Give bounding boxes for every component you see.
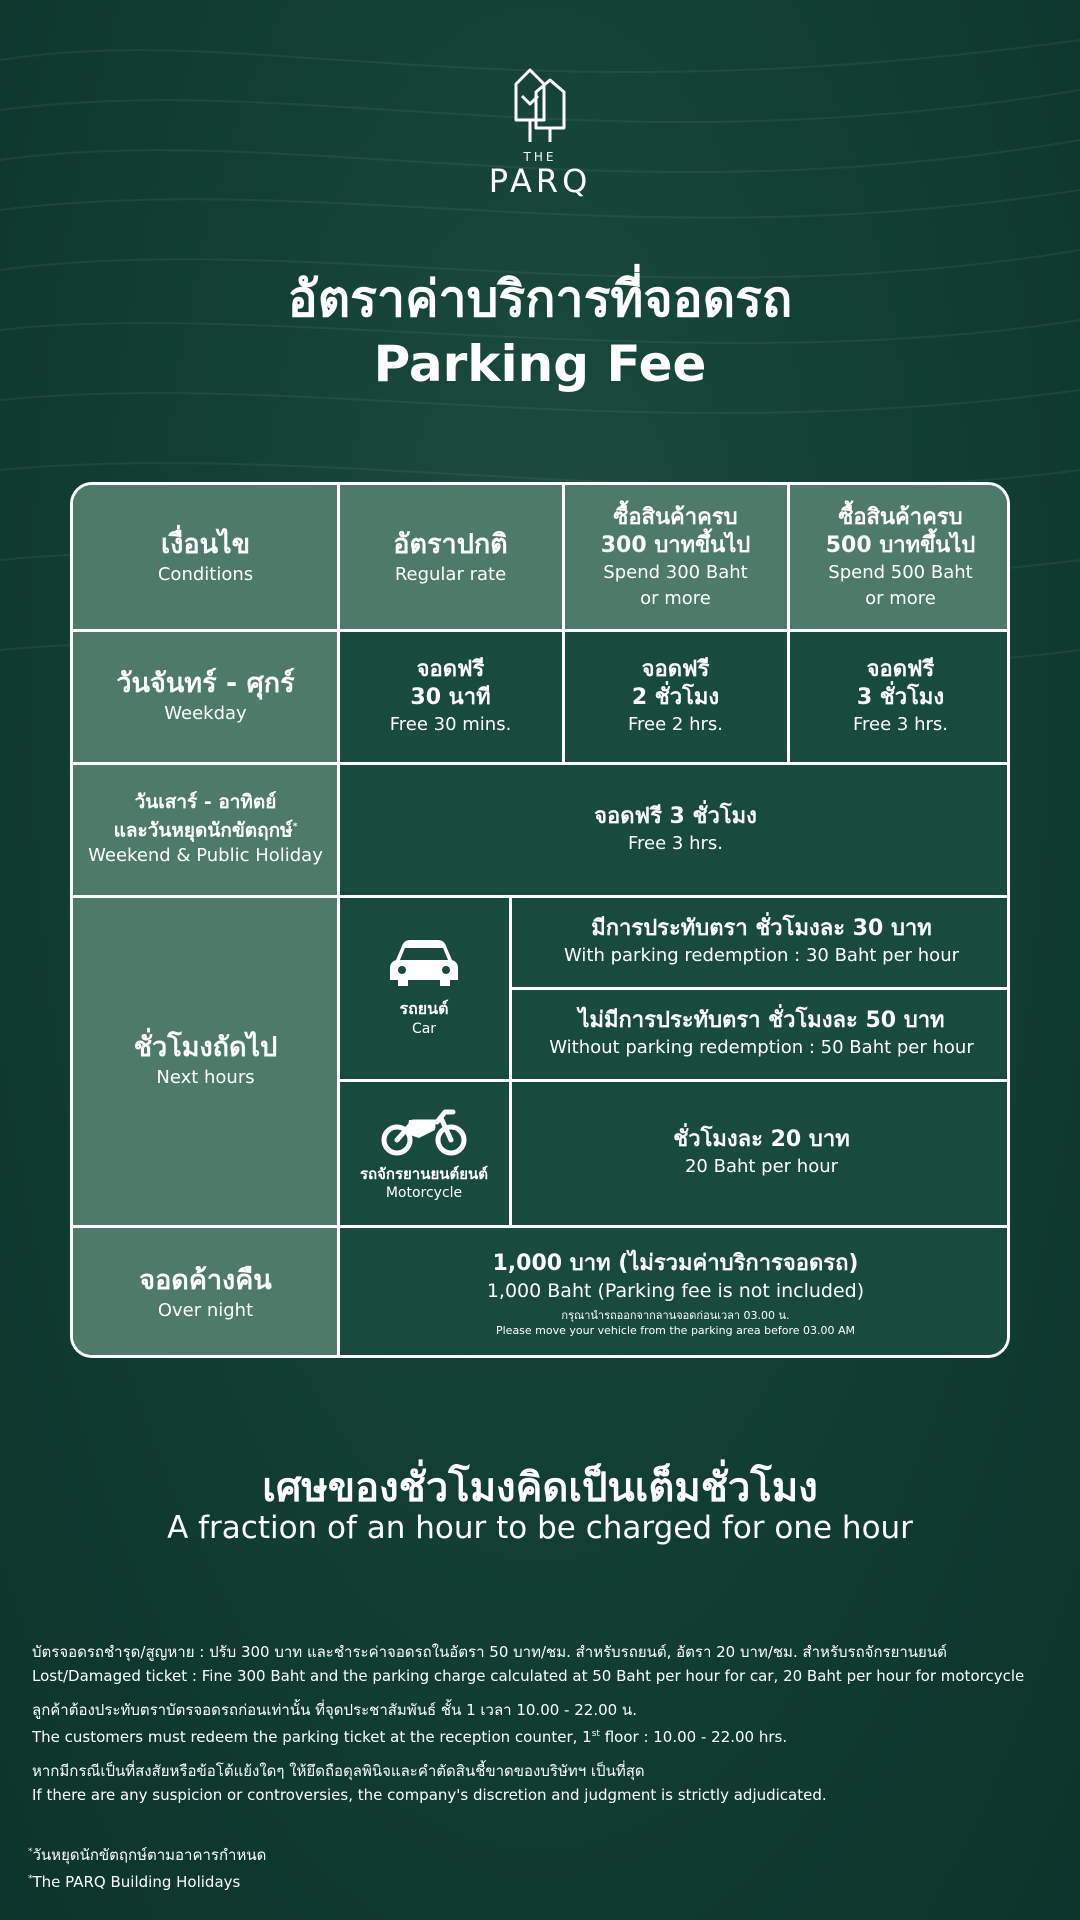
fraction-rule-english: A fraction of an hour to be charged for one hour — [167, 1510, 913, 1546]
note-lost-english: Lost/Damaged ticket : Fine 300 Baht and the parking charge calculated at 50 Baht per hour for car, 20 Baht per hour for motorcycle — [32, 1667, 1025, 1685]
header-regular-thai: อัตราปกติ — [393, 528, 508, 560]
weekday-regular-thai-line1: จอดฟรี — [416, 656, 485, 682]
motorcycle-label-english: Motorcycle — [385, 1185, 463, 1201]
weekend-label — [73, 763, 338, 896]
car-icon — [388, 938, 460, 990]
grid-line — [509, 987, 1010, 990]
motorcycle-rate — [510, 1080, 1010, 1226]
footnote-english: The PARQ Building Holidays — [32, 1873, 241, 1891]
motorcycle-rate-english: 20 Baht per hour — [684, 1156, 839, 1177]
note-dispute-english: If there are any suspicion or controversies, the company's discretion and judgment is strictly adjudicated. — [32, 1786, 827, 1804]
header-spend300-thai-line1: ซื้อสินค้าครบ — [613, 504, 738, 530]
grid-line — [73, 629, 1010, 632]
brand-the: THE — [523, 150, 557, 164]
note-dispute — [32, 1759, 1062, 1807]
grid-line — [562, 485, 565, 763]
header-spend500-thai-line1: ซื้อสินค้าครบ — [838, 504, 963, 530]
note-redeem-ordinal: st — [591, 1729, 600, 1739]
next-hours-label — [73, 896, 338, 1226]
overnight-note-thai: กรุณานำรถออกจากลานจอดก่อนเวลา 03.00 น. — [561, 1308, 790, 1322]
car-without-redemption — [510, 988, 1010, 1080]
overnight-value — [338, 1226, 1010, 1358]
header-spend300-english-line1: Spend 300 Baht — [603, 561, 748, 583]
fraction-rule-thai: เศษของชั่วโมงคิดเป็นเต็มชั่วโมง — [262, 1465, 818, 1511]
weekend-value-thai: จอดฟรี 3 ชั่วโมง — [594, 803, 757, 829]
note-redeem-english-end: floor : 10.00 - 22.00 hrs. — [599, 1728, 788, 1746]
next-hours-label-thai: ชั่วโมงถัดไป — [133, 1032, 278, 1063]
car-without-thai: ไม่มีการประทับตรา ชั่วโมงละ 50 บาท — [578, 1008, 945, 1033]
weekend-footnote-mark: * — [292, 821, 298, 832]
brand-logo — [480, 62, 600, 198]
weekday-label — [73, 630, 338, 763]
terms-notes — [32, 1640, 1062, 1817]
weekday-s300-english: Free 2 hrs. — [627, 713, 723, 735]
header-conditions — [73, 485, 338, 630]
note-redeem-thai: ลูกค้าต้องประทับตราบัตรจอดรถก่อนเท่านั้น ที่จุดประชาสัมพันธ์ ชั้น 1 เวลา 10.00 - 22.00 น. — [32, 1701, 637, 1719]
parking-fee-table — [70, 482, 1010, 1358]
header-spend-500 — [788, 485, 1010, 630]
weekend-label-thai-line2: และวันหยุดนักขัตฤกษ์ — [113, 819, 293, 842]
weekday-spend-300 — [563, 630, 788, 763]
weekday-s500-thai-line2: 3 ชั่วโมง — [856, 684, 945, 710]
header-spend500-english-line1: Spend 500 Baht — [828, 561, 973, 583]
overnight-value-english: 1,000 Baht (Parking fee is not included) — [486, 1279, 865, 1302]
note-lost-ticket — [32, 1640, 1062, 1688]
car-type-cell — [338, 896, 510, 1080]
motorcycle-type-cell — [338, 1080, 510, 1226]
page-title-thai: อัตราค่าบริการที่จอดรถ — [287, 270, 793, 328]
grid-line — [73, 1225, 1010, 1228]
overnight-note-english: Please move your vehicle from the parking area before 03.00 AM — [495, 1323, 855, 1337]
footnote-mark: * — [28, 1847, 33, 1857]
header-conditions-english: Conditions — [157, 563, 254, 585]
weekday-regular-english: Free 30 mins. — [389, 713, 512, 735]
weekday-label-thai: วันจันทร์ - ศุกร์ — [116, 667, 295, 699]
weekend-label-thai-line1: วันเสาร์ - อาทิตย์ — [134, 790, 277, 813]
next-hours-label-english: Next hours — [156, 1067, 255, 1088]
weekend-label-english: Weekend & Public Holiday — [88, 845, 323, 867]
note-lost-thai: บัตรจอดรถชำรุด/สูญหาย : ปรับ 300 บาท และชำระค่าจอดรถในอัตรา 50 บาท/ชม. สำหรับรถยนต์, อัตรา 20 บาท/ชม. สำหรับรถจักรยานยนต์ — [32, 1643, 947, 1661]
note-redeem-english: The customers must redeem the parking ticket at the reception counter, 1 — [32, 1728, 592, 1746]
header-spend-300 — [563, 485, 788, 630]
overnight-label-english: Over night — [157, 1299, 254, 1321]
grid-line — [73, 762, 1010, 765]
weekday-regular-thai-line2: 30 นาที — [410, 684, 491, 710]
car-without-english: Without parking redemption : 50 Baht per hour — [549, 1037, 974, 1058]
header-conditions-thai: เงื่อนไข — [160, 528, 251, 560]
weekday-label-english: Weekday — [164, 702, 247, 724]
note-redeem — [32, 1698, 1062, 1749]
parq-logo-icon — [510, 62, 570, 144]
weekday-spend-500 — [788, 630, 1010, 763]
weekday-s300-thai-line2: 2 ชั่วโมง — [631, 684, 720, 710]
motorcycle-label-thai: รถจักรยานยนต์ยนต์ — [359, 1165, 489, 1183]
car-with-english: With parking redemption : 30 Baht per hour — [564, 945, 959, 966]
weekend-value-english: Free 3 hrs. — [627, 832, 723, 854]
overnight-value-thai: 1,000 บาท (ไม่รวมค่าบริการจอดรถ) — [492, 1250, 859, 1276]
header-spend500-english-line2: or more — [865, 587, 936, 609]
car-label-thai: รถยนต์ — [399, 999, 449, 1018]
motorcycle-rate-thai: ชั่วโมงละ 20 บาท — [673, 1127, 850, 1152]
car-label-english: Car — [411, 1021, 437, 1037]
overnight-label-thai: จอดค้างคืน — [139, 1264, 272, 1296]
grid-line — [509, 896, 512, 1226]
weekday-s500-english: Free 3 hrs. — [852, 713, 948, 735]
weekday-s300-thai-line1: จอดฟรี — [641, 656, 710, 682]
car-with-thai: มีการประทับตรา ชั่วโมงละ 30 บาท — [591, 916, 932, 941]
grid-line — [337, 1079, 1010, 1082]
header-regular-english: Regular rate — [394, 563, 507, 585]
motorcycle-icon — [379, 1104, 469, 1156]
footnote-mark: * — [28, 1874, 33, 1884]
overnight-label — [73, 1226, 338, 1358]
header-regular-rate — [338, 485, 563, 630]
footnote — [28, 1840, 266, 1894]
page-title-english: Parking Fee — [373, 335, 707, 393]
grid-line — [787, 485, 790, 763]
footnote-thai: วันหยุดนักขัตฤกษ์ตามอาคารกำหนด — [32, 1846, 267, 1864]
grid-line — [73, 895, 1010, 898]
note-dispute-thai: หากมีกรณีเป็นที่สงสัยหรือข้อโต้แย้งใดๆ ให้ยึดถือดุลพินิจและคำตัดสินชี้ขาดของบริษัทฯ เป็นที่สุด — [32, 1762, 645, 1780]
car-with-redemption — [510, 896, 1010, 988]
header-spend300-english-line2: or more — [640, 587, 711, 609]
header-spend300-thai-line2: 300 บาทขึ้นไป — [600, 532, 751, 558]
weekday-regular — [338, 630, 563, 763]
brand-name: PARQ — [488, 162, 592, 200]
weekend-value — [338, 763, 1010, 896]
weekday-s500-thai-line1: จอดฟรี — [866, 656, 935, 682]
header-spend500-thai-line2: 500 บาทขึ้นไป — [825, 532, 976, 558]
